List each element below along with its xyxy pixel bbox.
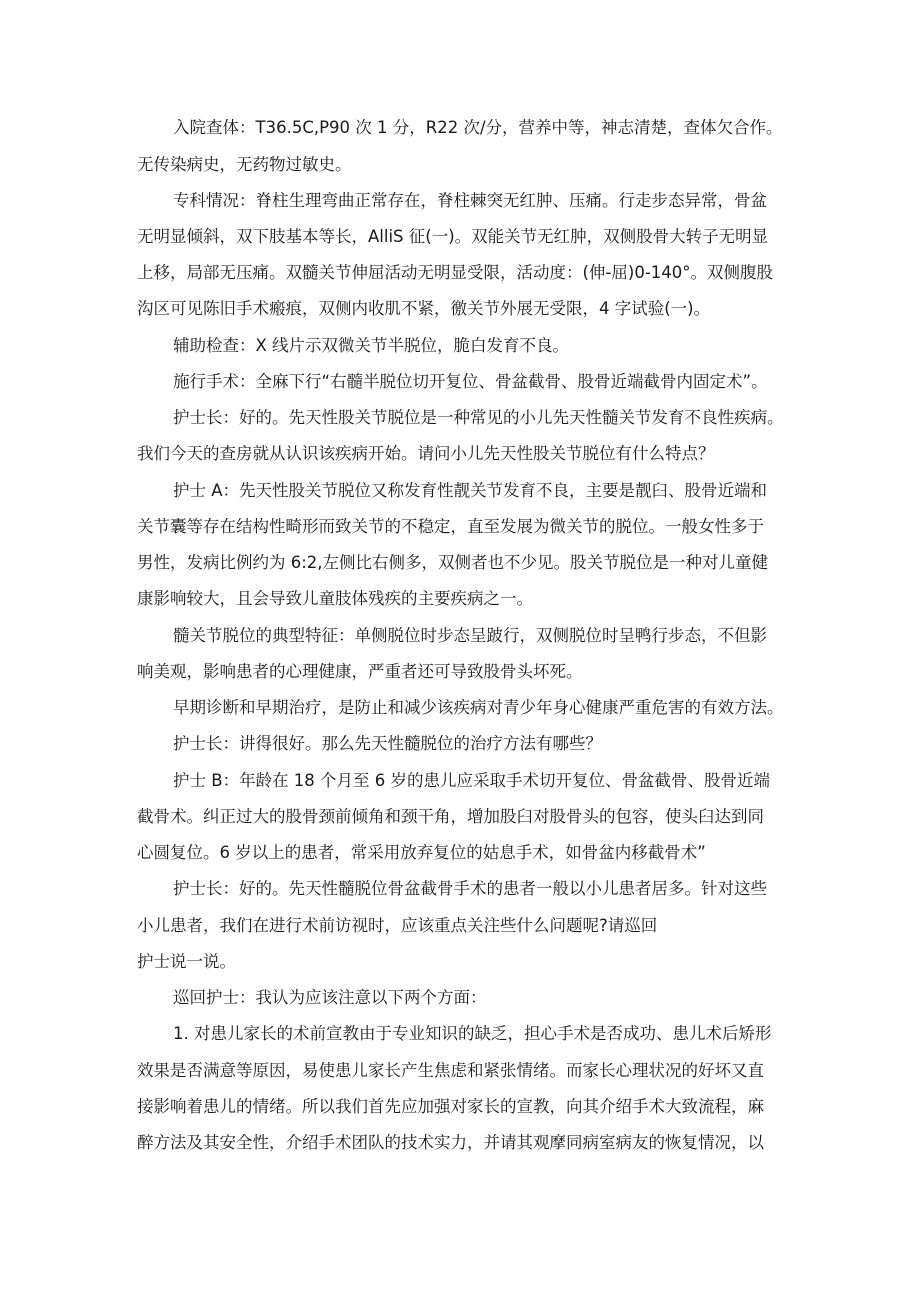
text-line: 早期诊断和早期治疗，是防止和减少该疾病对青少年身心健康严重危害的有效方法。: [173, 698, 784, 717]
text-line: 髓关节脱位的典型特征：单侧脱位时步态呈跛行，双侧脱位时呈鸭行步态，不但影: [173, 626, 767, 645]
text-line: 巡回护士：我认为应该注意以下两个方面：: [173, 988, 487, 1007]
text-line: 护士说一说。: [137, 952, 236, 971]
text-line: 康影响较大，且会导致儿童肢体残疾的主要疾病之一。: [137, 589, 533, 608]
text-line: 辅助检查：X 线片示双微关节半脱位，脆白发育不良。: [173, 336, 570, 355]
text-line: 护士长：讲得很好。那么先天性髓脱位的治疗方法有哪些？: [173, 734, 602, 753]
text-line: 醉方法及其安全性，介绍手术团队的技术实力，并请其观摩同病室病友的恢复情况，以: [137, 1133, 764, 1152]
text-line: 施行手术：全麻下行“右髓半脱位切开复位、骨盆截骨、股骨近端截骨内固定术”。: [173, 372, 768, 391]
text-line: 响美观，影响患者的心理健康，严重者还可导致股骨头坏死。: [137, 662, 583, 681]
text-line: 无明显倾斜，双下肢基本等长，AlliS 征(一)。双能关节无红肿，双侧股骨大转子无明显: [137, 227, 769, 246]
text-line: 效果是否满意等原因，易使患儿家长产生焦虑和紧张情绪。而家长心理状况的好坏又直: [137, 1061, 764, 1080]
text-line: 接影响着患儿的情绪。所以我们首先应加强对家长的宣教，向其介绍手术大致流程，麻: [137, 1097, 764, 1116]
text-line: 小儿患者，我们在进行术前访视时，应该重点关注些什么问题呢?请巡回: [137, 916, 658, 935]
text-line: 男性，发病比例约为 6:2,左侧比右侧多，双侧者也不少见。股关节脱位是一种对儿童健: [137, 553, 769, 572]
text-line: 护士长：好的。先天性髓脱位骨盆截骨手术的患者一般以小儿患者居多。针对这些: [173, 879, 767, 898]
text-line: 护士长：好的。先天性股关节脱位是一种常见的小儿先天性髓关节发育不良性疾病。: [173, 408, 784, 427]
text-line: 入院查体：T36.5C,P90 次 1 分，R22 次/分，营养中等，神志清楚，查体欠合作。: [173, 118, 783, 137]
text-line: 1. 对患儿家长的术前宣教由于专业知识的缺乏，担心手术是否成功、患儿术后矫形: [173, 1024, 772, 1043]
text-line: 关节囊等存在结构性畸形而致关节的不稳定，直至发展为微关节的脱位。一般女性多于: [137, 517, 764, 536]
text-line: 无传染病史，无药物过敏史。: [137, 155, 352, 174]
text-line: 专科情况：脊柱生理弯曲正常存在，脊柱棘突无红肿、压痛。行走步态异常，骨盆: [173, 191, 767, 210]
text-line: 护士 B：年龄在 18 个月至 6 岁的患儿应采取手术切开复位、骨盆截骨、股骨近端: [173, 771, 771, 790]
text-line: 心圆复位。6 岁以上的患者，常采用放弃复位的姑息手术，如骨盆内移截骨术”: [137, 843, 706, 862]
text-line: 上移，局部无压痛。双髓关节伸屈活动无明显受限，活动度：(伸-屈)0-140°。双侧腹股: [137, 263, 774, 282]
text-line: 沟区可见陈旧手术瘢痕，双侧内收肌不紧，徼关节外展无受限，4 字试验(一)。: [137, 299, 711, 318]
text-line: 截骨术。纠正过大的股骨颈前倾角和颈干角，增加股臼对股骨头的包容，使头臼达到同: [137, 807, 764, 826]
text-line: 我们今天的查房就从认识该疾病开始。请问小儿先天性股关节脱位有什么特点？: [137, 444, 715, 463]
text-line: 护士 A：先天性股关节脱位又称发育性靓关节发育不良，主要是靓臼、股骨近端和: [173, 481, 768, 500]
